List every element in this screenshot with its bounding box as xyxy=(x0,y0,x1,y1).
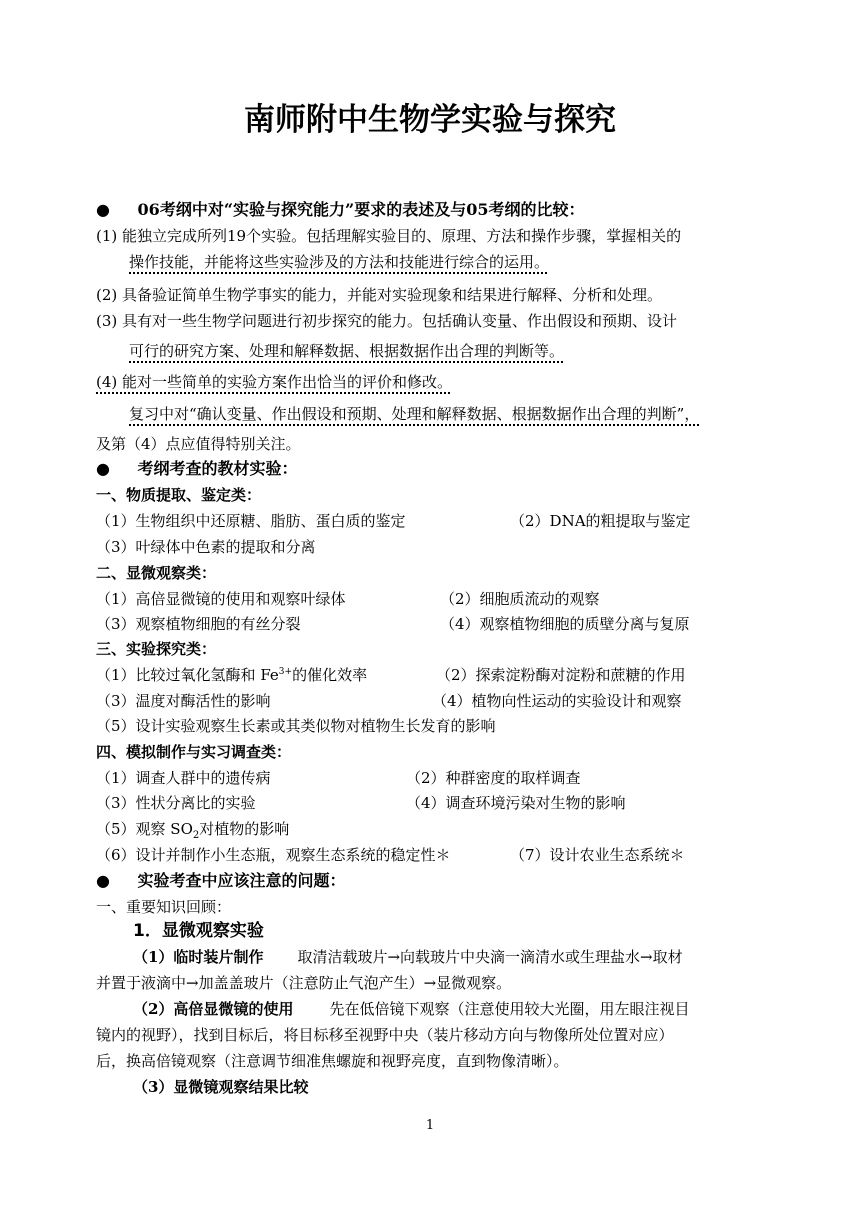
experiment-item: （4）植物向性运动的实验设计和观察 xyxy=(432,692,682,710)
section-heading-text: 06考纲中对“实验与探究能力”要求的表述及与05考纲的比较： xyxy=(137,200,585,219)
review-note-line-1 xyxy=(129,404,699,424)
experiment-item: （1）调查人群中的遗传病 xyxy=(96,769,271,787)
experiment-item: （4）调查环境污染对生物的影响 xyxy=(406,794,626,812)
experiment-item: （4）观察植物细胞的质壁分离与复原 xyxy=(440,615,690,633)
experiment-item: （7）设计农业生态系统＊ xyxy=(510,846,685,864)
requirement-item-4 xyxy=(96,372,452,392)
requirement-item-3-cont xyxy=(129,341,564,361)
experiment-item: （2）探索淀粉酶对淀粉和蔗糖的作用 xyxy=(436,666,686,684)
section-heading-text: 考纲考查的教材实验： xyxy=(137,459,298,478)
experiment-item xyxy=(96,665,367,685)
emphasized-text: 复习中对“确认变量、作出假设和预期、处理和解释数据、根据数据作出合理的判断”， xyxy=(129,405,700,423)
paragraph-line: 并置于液滴中→加盖盖玻片（注意防止气泡产生）→显微观察。 xyxy=(96,974,512,992)
bullet-icon: ● xyxy=(96,200,110,219)
paragraph-line: 后，换高倍镜观察（注意调节细准焦螺旋和视野亮度，直到物像清晰）。 xyxy=(96,1052,569,1070)
paragraph-line: 镜内的视野），找到目标后，将目标移至视野中央（装片移动方向与物像所处位置对应） xyxy=(96,1026,674,1044)
requirement-item-1-cont xyxy=(129,252,549,272)
experiment-item: （5）设计实验观察生长素或其类似物对植物生长发育的影响 xyxy=(96,717,496,735)
emphasized-text: 可行的研究方案、处理和解释数据、根据数据作出合理的判断等。 xyxy=(129,342,565,360)
experiment-item: （3）性状分离比的实验 xyxy=(96,794,256,812)
superscript-charge: 3+ xyxy=(278,667,293,677)
section-heading-attention-points xyxy=(96,871,346,891)
experiment-item: （1）生物组织中还原糖、脂肪、蛋白质的鉴定 xyxy=(96,512,406,530)
paragraph-label: （2）高倍显微镜的使用 xyxy=(133,1000,294,1018)
experiment-item: （3）温度对酶活性的影响 xyxy=(96,692,271,710)
paragraph-line xyxy=(133,947,683,967)
paragraph-label: （1）临时装片制作 xyxy=(133,948,264,966)
requirement-item-2: (2) 具备验证简单生物学事实的能力，并能对实验现象和结果进行解释、分析和处理。 xyxy=(96,286,663,304)
paragraph-line xyxy=(133,999,689,1019)
experiment-item: （6）设计并制作小生态瓶，观察生态系统的稳定性＊ xyxy=(96,846,451,864)
bullet-icon: ● xyxy=(96,871,110,890)
page-title: 南师附中生物学实验与探究 xyxy=(244,102,616,138)
subsection-heading: 一、重要知识回顾： xyxy=(96,898,232,916)
section-heading-text: 实验考查中应该注意的问题： xyxy=(137,871,346,890)
experiment-item-text: 对植物的影响 xyxy=(199,820,290,838)
category-title: 一、物质提取、鉴定类： xyxy=(96,486,262,504)
section-heading-textbook-experiments xyxy=(96,459,298,479)
category-title: 三、实验探究类： xyxy=(96,640,217,658)
paragraph-text: 取清洁载玻片→向载玻片中央滴一滴清水或生理盐水→取材 xyxy=(297,948,683,966)
experiment-item: （3）观察植物细胞的有丝分裂 xyxy=(96,615,301,633)
topic-heading: 1．显微观察实验 xyxy=(133,921,264,941)
category-title: 二、显微观察类： xyxy=(96,564,217,582)
category-title: 四、模拟制作与实习调查类： xyxy=(96,743,292,761)
experiment-item: （2）DNA的粗提取与鉴定 xyxy=(510,512,691,530)
experiment-item-text: （5）观察 SO xyxy=(96,820,193,838)
experiment-item xyxy=(96,819,289,839)
review-note-line-2: 及第（4）点应值得特别关注。 xyxy=(96,435,301,453)
subscript: 2 xyxy=(192,830,200,841)
experiment-item: （2）细胞质流动的观察 xyxy=(440,590,600,608)
experiment-item-text: 的催化效率 xyxy=(292,666,368,684)
section-heading-exam-requirements xyxy=(96,200,585,220)
emphasized-text: 操作技能，并能将这些实验涉及的方法和技能进行综合的运用。 xyxy=(129,253,550,271)
bullet-icon: ● xyxy=(96,459,110,478)
requirement-item-1: (1) 能独立完成所列19个实验。包括理解实验目的、原理、方法和操作步骤，掌握相关的 xyxy=(96,227,682,245)
paragraph-text: 先在低倍镜下观察（注意使用较大光圈，用左眼注视目 xyxy=(329,1000,690,1018)
experiment-item: （1）高倍显微镜的使用和观察叶绿体 xyxy=(96,590,346,608)
requirement-item-3: (3) 具有对一些生物学问题进行初步探究的能力。包括确认变量、作出假设和预期、设计 xyxy=(96,312,678,330)
experiment-item: （3）叶绿体中色素的提取和分离 xyxy=(96,538,316,556)
emphasized-text: (4) 能对一些简单的实验方案作出恰当的评价和修改。 xyxy=(96,373,453,391)
page-number: 1 xyxy=(425,1118,435,1133)
experiment-item-text: （1）比较过氧化氢酶和 Fe xyxy=(96,666,279,684)
experiment-item: （2）种群密度的取样调查 xyxy=(406,769,581,787)
paragraph-label: （3）显微镜观察结果比较 xyxy=(133,1078,309,1096)
